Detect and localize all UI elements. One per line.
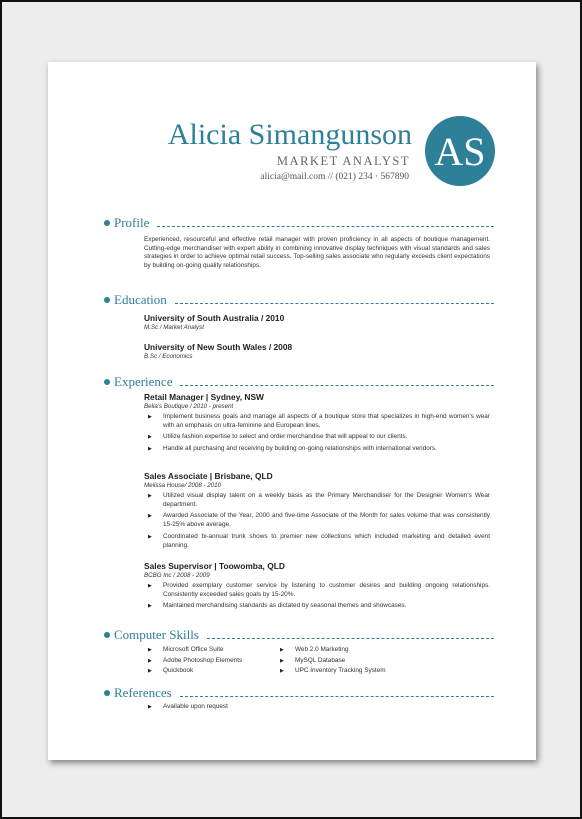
job-bullets (144, 582, 490, 611)
profile-summary: Experienced, resourceful and effective retail manager with proven proficiency in all aspects of boutique management. Cutting-edge merchandiser with expert ability in combining innovative display techniques with visual standards and sales strategies in order to achieve optimal retail success. Top-selling sales associate who regularly exceeds client expectations by building on-going quality relationships. (144, 236, 490, 270)
references-list (144, 703, 490, 715)
monogram-initials: AS (434, 128, 486, 174)
resume-page (48, 62, 536, 760)
list-item: ▶ MySQL Database (276, 657, 408, 666)
job-company: BCBG Inc / 2008 - 2009 (144, 572, 210, 579)
list-item: ▶ Provided exemplary customer service by listening to customer desires and building ongoing relationships. Consistently exceeded sales goals by 15-20%. (144, 582, 490, 599)
list-item: ▶ Web 2.0 Marketing (276, 646, 408, 655)
list-item: ▶ Maintained merchandising standards as dictated by seasonal themes and showcases. (144, 602, 490, 611)
school-name: University of New South Wales / 2008 (144, 342, 293, 352)
section-references (104, 685, 494, 701)
degree: B.Sc / Economics (144, 353, 193, 360)
contact-info: alicia@mail.com // (021) 234 · 567890 (260, 172, 409, 182)
candidate-name: Alicia Simangunson (167, 118, 412, 151)
list-item: ▶ Handle all purchasing and receiving by building on-going relationships with international vendors. (144, 445, 490, 454)
section-education (104, 292, 494, 308)
skills-list-right (276, 646, 408, 678)
section-experience (104, 374, 494, 390)
degree: M.Sc / Market Analyst (144, 324, 204, 331)
job-bullets (144, 492, 490, 550)
job-role: Retail Manager | Sydney, NSW (144, 392, 264, 402)
section-heading: Computer Skills (114, 627, 199, 642)
section-divider (180, 385, 494, 386)
section-divider (207, 638, 494, 639)
list-item: ▶ Quickbook (144, 667, 276, 676)
section-heading: Experience (114, 374, 173, 389)
section-divider (180, 696, 494, 697)
list-item: ▶ Adobe Photoshop Elements (144, 657, 276, 666)
list-item: ▶ Utilized visual display talent on a weekly basis as the Primary Merchandiser for the Designer Women's Wear department. (144, 492, 490, 509)
bullet-dot-icon (104, 632, 110, 638)
monogram-badge (425, 116, 495, 186)
section-profile (104, 215, 494, 231)
section-divider (157, 226, 494, 227)
bullet-dot-icon (104, 297, 110, 303)
list-item: ▶ Available upon request (144, 703, 490, 712)
list-item: ▶ Utilize fashion expertise to select and order merchandise that will appeal to our clients. (144, 433, 490, 442)
job-title: MARKET ANALYST (276, 154, 410, 168)
section-heading: Education (114, 292, 167, 307)
list-item: ▶ Microsoft Office Suite (144, 646, 276, 655)
job-company: Melissa House/ 2008 - 2010 (144, 482, 222, 489)
skills-columns (144, 646, 490, 678)
job-bullets (144, 413, 490, 454)
list-item: ▶ Coordinated bi-annual trunk shows to premier new collections which included marketing and detailed event planning. (144, 533, 490, 550)
list-item: ▶ Awarded Associate of the Year, 2000 and five-time Associate of the Month for sales volume that was consistently 15-25% above average. (144, 512, 490, 529)
list-item: ▶ Implement business goals and manage all aspects of a boutique store that specializes in high-end women's wear with an emphasis on ultra-feminine and European lines. (144, 413, 490, 430)
section-heading: Profile (114, 215, 150, 230)
education-list (144, 313, 490, 361)
job-role: Sales Associate | Brisbane, QLD (144, 471, 273, 481)
section-heading: References (114, 685, 172, 700)
job-entry (144, 471, 490, 553)
section-divider (175, 303, 494, 304)
job-role: Sales Supervisor | Toowomba, QLD (144, 561, 285, 571)
school-name: University of South Australia / 2010 (144, 313, 285, 323)
skills-list-left (144, 646, 276, 678)
list-item: ▶ UPC Inventory Tracking System (276, 667, 408, 676)
bullet-dot-icon (104, 690, 110, 696)
job-company: Bella's Boutique / 2010 - present (144, 403, 234, 410)
job-entry (144, 561, 490, 614)
section-computer-skills (104, 627, 494, 643)
bullet-dot-icon (104, 379, 110, 385)
references-items (144, 703, 490, 712)
job-entry (144, 392, 490, 457)
bullet-dot-icon (104, 220, 110, 226)
